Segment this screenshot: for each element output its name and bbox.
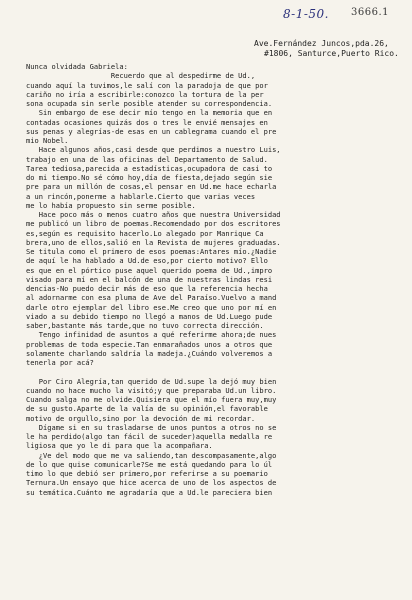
letter-line: al adornarme con esa pluma de Ave del Paraíso.Vuelvo a mand — [26, 293, 277, 303]
letter-line: motivo de orgullo,sino por la devoción de mi recordar. — [26, 413, 256, 423]
letter-line: timo lo que debió ser primero,por referirse a su poemario — [26, 469, 268, 478]
letter-line: sus penas y alegrías-de esas en un cablegrama cuando el pre — [26, 126, 277, 136]
letter-line: darle otro ejemplar del libro ese.Me creo que uno por mí en — [26, 302, 277, 312]
letter-line: Recuerdo que al despedirme de Ud., — [26, 71, 256, 81]
letter-line: contadas ocasiones quizás dos o tres le envié mensajes en — [26, 117, 268, 127]
letter-line: su temática.Cuánto me agradaría que a Ud.le pareciera bien — [26, 487, 273, 497]
letter-line: de lo que quise comunicarle?Se me está quedando para lo úl — [26, 459, 273, 469]
letter-line: de aquí le ha hablado a Ud.de eso,por cierto motivo? Ello — [26, 256, 268, 266]
letter-line: sona ocupada sin serle posible atender su correspondencia. — [26, 99, 273, 108]
letter-line: problemas de toda especie.Tan enmarañados unos a otros que — [26, 339, 273, 349]
letter-line: cariño no iría a escribirle:conozco la tortura de la per — [26, 89, 264, 99]
letter-line: Tarea tediosa,parecida a estadísticas,ocupadora de casi to — [26, 163, 273, 173]
letter-line: Cuando salga no me olvide.Quisiera que el mío fuera muy,muy — [26, 395, 277, 404]
address-line-2: #1806, Santurce,Puerto Rico. — [264, 49, 399, 58]
letter-line: pre para un millón de cosas,el pensar en Ud.me hace echarla — [26, 182, 277, 192]
letter-line: visado para mí en el balcón de una de nuestras lindas resi — [26, 274, 273, 284]
letter-line: me publicó un libro de poemas.Recomendado por dos escritores — [26, 219, 281, 229]
letter-line: mio Nobel. — [26, 136, 69, 145]
letter-body — [26, 62, 410, 497]
address-line-1: Ave.Fernández Juncos,pda.26, — [254, 39, 389, 48]
letter-line: viado a su debido tiempo no llegó a manos de Ud.Luego pude — [26, 311, 273, 321]
letter-line: me lo había propuesto sin serme posible. — [26, 200, 196, 210]
letter-line — [26, 367, 410, 376]
letter-line: Nunca olvidada Gabriela: — [26, 62, 128, 71]
letter-line: es,según es requisito hacerlo.Lo alegado por Manrique Ca — [26, 228, 264, 238]
archive-code: 3666.1 — [351, 7, 389, 18]
letter-line: Tengo infinidad de asuntos a qué referirme ahora;de nues — [26, 330, 277, 340]
letter-line: do mi tiempo.No sé cómo hoy,día de fiesta,dejado según sie — [26, 173, 273, 182]
letter-line: ¿Ve del modo que me va saliendo,tan descompasamente,algo — [26, 450, 277, 460]
letter-line: ligiosa que yo le di para que la acompañara. — [26, 441, 213, 451]
letter-line: dencias-No puedo decir más de eso que la referencia hecha — [26, 284, 268, 293]
letter-line: cuando aquí la tuvimos,le salí con la paradoja de que por — [26, 80, 268, 90]
letter-line: Se titula como el primero de esos poemas:Antares mío.¿Nadie — [26, 247, 277, 256]
letter-line: es que en el pórtico puse aquel querido poema de Ud.,impro — [26, 265, 273, 275]
letter-line: Dígame si en su trasladarse de unos puntos a otros no se — [26, 422, 277, 432]
letter-line: cuando no hace mucho la visitó;y que preparaba Ud.un libro. — [26, 385, 277, 395]
letter-line: solamente charlando saldría la madeja.¿Cuándo volveremos a — [26, 348, 273, 358]
letter-line: de su gusto.Aparte de la valía de su opinión,el favorable — [26, 404, 268, 414]
letter-line: Hace algunos años,casi desde que perdimos a nuestro Luis, — [26, 145, 281, 155]
letter-line: Hace poco más o menos cuatro años que nuestra Universidad — [26, 210, 281, 219]
letter-line: a un rincón,ponerme a hablarle.Cierto que varias veces — [26, 191, 256, 201]
letter-line: Por Ciro Alegría,tan querido de Ud.supe la dejó muy bien — [26, 376, 277, 386]
letter-line: brera,uno de ellos,salió en la Revista de mujeres graduadas. — [26, 237, 281, 247]
letter-line: trabajo en una de las oficinas del Departamento de Salud. — [26, 154, 268, 164]
letter-line: Ternura.Un ensayo que hice acerca de uno de los aspectos de — [26, 478, 277, 488]
letter-line: le ha perdido(algo tan fácil de suceder)aquella medalla re — [26, 432, 273, 441]
letter-line: saber,bastante más tarde,que no tuvo correcta dirección. — [26, 321, 264, 330]
handwritten-date: 8-1-50. — [283, 7, 329, 21]
letter-line: Sin embargo de ese decir mío tengo en la memoria que en — [26, 108, 273, 118]
letter-line: tenerla por acá? — [26, 358, 94, 367]
